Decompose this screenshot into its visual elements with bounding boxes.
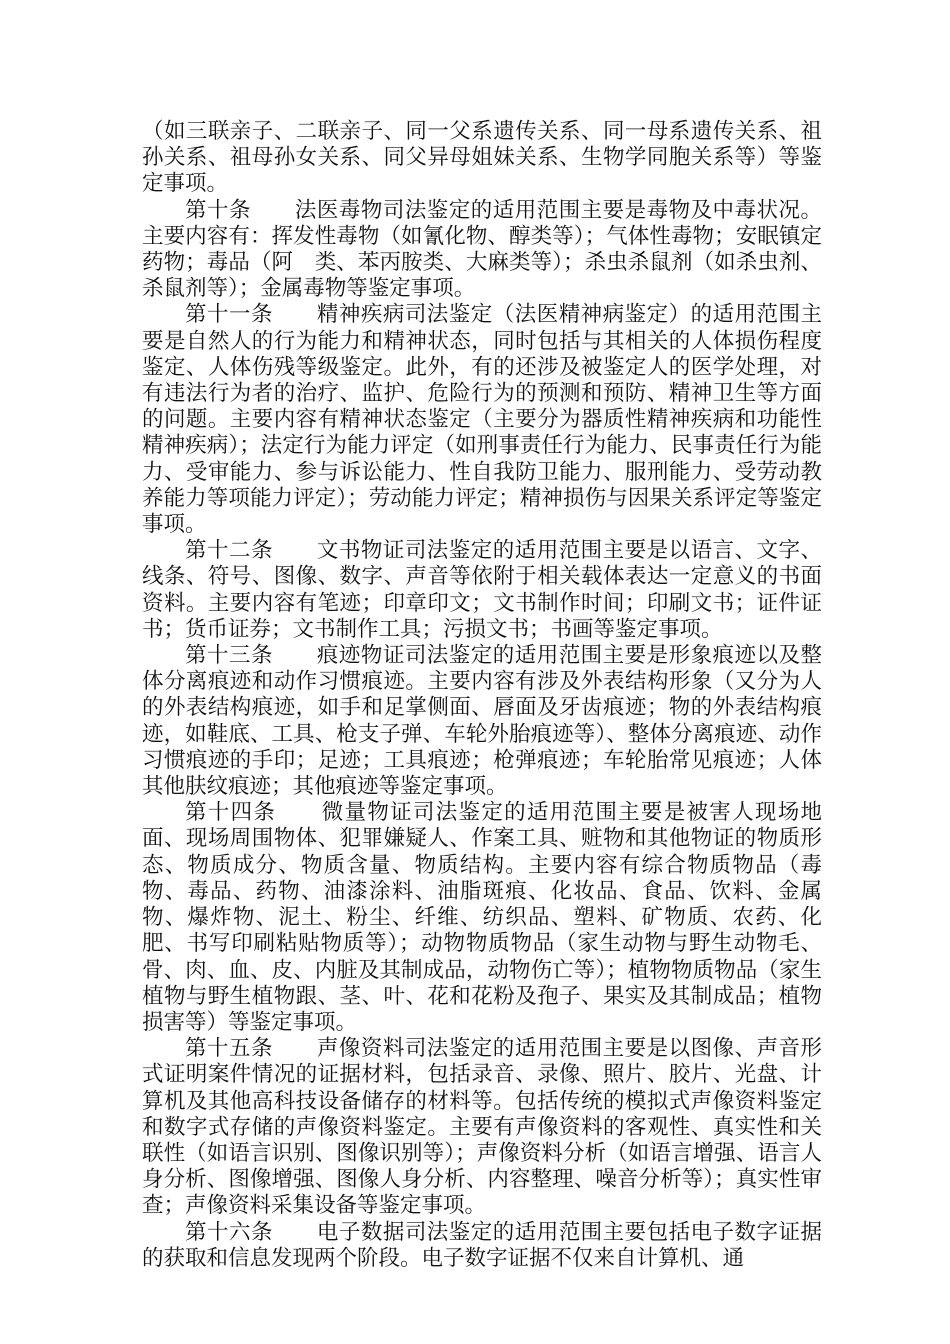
article-11-paragraph: 第十一条 精神疾病司法鉴定（法医精神病鉴定）的适用范围主要是自然人的行为能力和精神状态，同时包括与其相关的人体损伤程度鉴定、人体伤残等级鉴定。此外，有的还涉及被鉴定人的医学处理，对有违法行为者的治疗、监护、危险行为的预测和预防、精神卫生等方面的问题。主要内容有精神状态鉴定（主要分为器质性精神疾病和功能性精神疾病）；法定行为能力评定（如刑事责任行为能力、民事责任行为能力、受审能力、参与诉讼能力、性自我防卫能力、服刑能力、受劳动教养能力等项能力评定）；劳动能力评定；精神损伤与因果关系评定等鉴定事项。 — [142, 302, 822, 538]
article-13-paragraph: 第十三条 痕迹物证司法鉴定的适用范围主要是形象痕迹以及整体分离痕迹和动作习惯痕迹。主要内容有涉及外表结构形象（又分为人的外表结构痕迹，如手和足掌侧面、唇面及牙齿痕迹；物的外表结构痕迹，如鞋底、工具、枪支子弹、车轮外胎痕迹等）、整体分离痕迹、动作习惯痕迹的手印；足迹；工具痕迹；枪弹痕迹；车轮胎常见痕迹；人体其他肤纹痕迹；其他痕迹等鉴定事项。 — [142, 643, 822, 800]
article-15-paragraph: 第十五条 声像资料司法鉴定的适用范围主要是以图像、声音形式证明案件情况的证据材料，包括录音、录像、照片、胶片、光盘、计算机及其他高科技设备储存的材料等。包括传统的模拟式声像资料鉴定和数字式存储的声像资料鉴定。主要有声像资料的客观性、真实性和关联性（如语言识别、图像识别等）；声像资料分析（如语言增强、语言人身分析、图像增强、图像人身分析、内容整理、噪音分析等）；真实性审查；声像资料采集设备等鉴定事项。 — [142, 1036, 822, 1219]
article-10-paragraph: 第十条 法医毒物司法鉴定的适用范围主要是毒物及中毒状况。主要内容有：挥发性毒物（如氰化物、醇类等）；气体性毒物；安眠镇定药物；毒品（阿 类、苯丙胺类、大麻类等）；杀虫杀鼠剂（如杀虫剂、杀鼠剂等）；金属毒物等鉴定事项。 — [142, 197, 822, 302]
article-12-paragraph: 第十二条 文书物证司法鉴定的适用范围主要是以语言、文字、线条、符号、图像、数字、声音等依附于相关载体表达一定意义的书面资料。主要内容有笔迹；印章印文；文书制作时间；印刷文书；证件证书；货币证券；文书制作工具；污损文书；书画等鉴定事项。 — [142, 538, 822, 642]
paragraph-continuation: （如三联亲子、二联亲子、同一父系遗传关系、同一母系遗传关系、祖孙关系、祖母孙女关系、同父异母姐妹关系、生物学同胞关系等）等鉴定事项。 — [142, 119, 822, 197]
document-page — [142, 119, 822, 1272]
article-16-paragraph: 第十六条 电子数据司法鉴定的适用范围主要包括电子数字证据的获取和信息发现两个阶段。电子数字证据不仅来自计算机、通 — [142, 1219, 822, 1271]
article-14-paragraph: 第十四条 微量物证司法鉴定的适用范围主要是被害人现场地面、现场周围物体、犯罪嫌疑人、作案工具、赃物和其他物证的物质形态、物质成分、物质含量、物质结构。主要内容有综合物质物品（毒物、毒品、药物、油漆涂料、油脂斑痕、化妆品、食品、饮料、金属物、爆炸物、泥土、粉尘、纤维、纺织品、塑料、矿物质、农药、化肥、书写印刷粘贴物质等）；动物物质物品（家生动物与野生动物毛、骨、肉、血、皮、内脏及其制成品，动物伤亡等）；植物物质物品（家生植物与野生植物跟、茎、叶、花和花粉及孢子、果实及其制成品；植物损害等）等鉴定事项。 — [142, 800, 822, 1035]
